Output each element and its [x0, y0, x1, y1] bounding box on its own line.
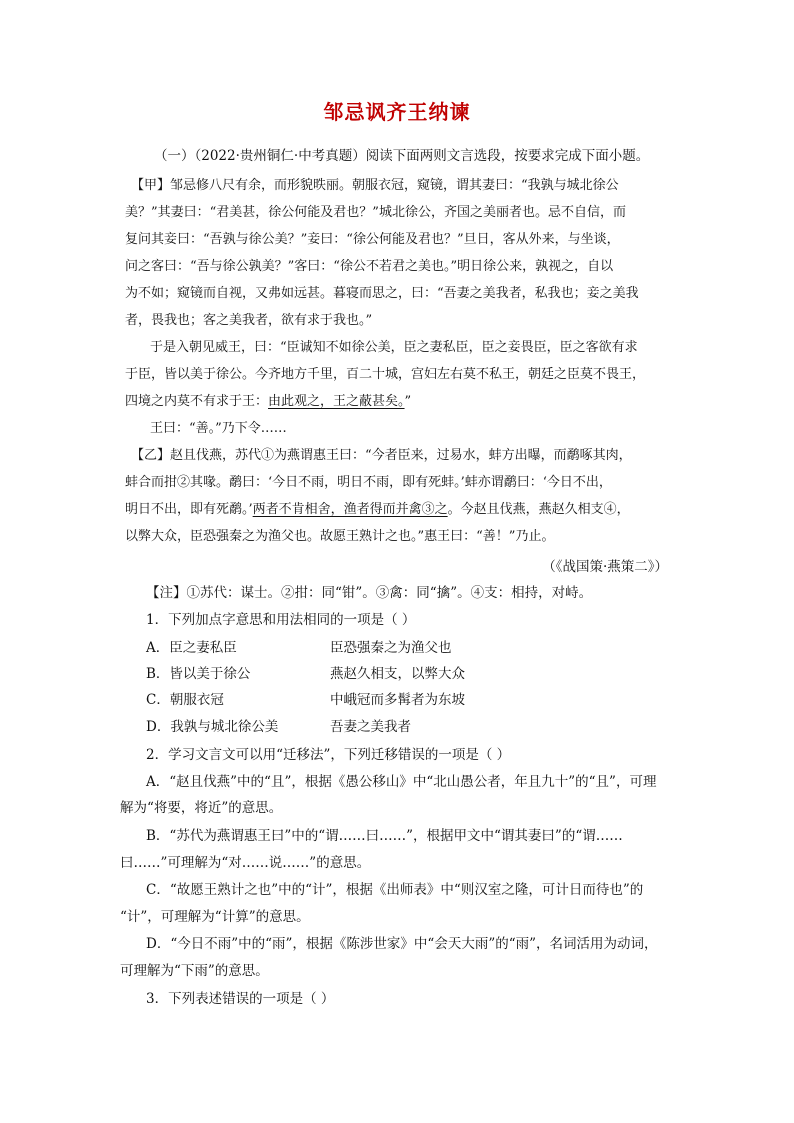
option-pair: 吾妻之美我者	[330, 719, 411, 735]
passage-jia-line: 问之客曰：“吾与徐公孰美？”客曰：“徐公不若君之美也。”明日徐公来，孰视之，自以	[125, 259, 614, 274]
passage-jia-line	[125, 392, 411, 412]
passage-yi-line	[125, 500, 630, 520]
passage-text: 。今赵且伐燕，燕赵久相支④，	[447, 502, 630, 517]
question-1-stem: 1．下列加点字意思和用法相同的一项是（ ）	[146, 612, 416, 628]
question-3-stem: 3．下列表述错误的一项是（ ）	[146, 991, 335, 1007]
underlined-sentence: 由此观之，王之蔽甚矣。	[268, 394, 405, 409]
passage-jia-line: 复问其妾曰：“吾孰与徐公美？”妾曰：“徐公何能及君也？”旦日，客从外来，与坐谈，	[125, 232, 620, 247]
passage-jia-line: 美？”其妻曰：“君美甚，徐公何能及君也？”城北徐公，齐国之美丽者也。忌不自信，而	[125, 205, 626, 220]
option-pair: 臣恐强秦之为渔父也	[330, 640, 452, 656]
question-2-option: A．“赵且伐燕”中的“且”，根据《愚公移山》中“北山愚公者，年且九十”的“且”，可理	[146, 774, 657, 790]
question-2-option: 曰……”可理解为“对……说……”的意思。	[120, 855, 371, 871]
option-label: B．皆以美于徐公	[146, 666, 251, 682]
question-2-option: B．“苏代为燕谓惠王曰”中的“谓……曰……”，根据甲文中“谓其妻曰”的“谓……	[146, 828, 623, 844]
question-2-option: D．“今日不雨”中的“雨”，根据《陈涉世家》中“会天大雨”的“雨”，名词活用为动词，	[146, 936, 658, 952]
passage-text: 明日不出，即有死鹬。’	[125, 502, 253, 517]
passage-text: 四境之内莫不有求于王：	[125, 394, 269, 409]
option-pair: 中峨冠而多髯者为东坡	[330, 692, 465, 708]
annotation-note: 【注】①苏代：谋士。②拑：同“钳”。③禽：同“擒”。④支：相持，对峙。	[146, 585, 593, 601]
passage-yi-line: 【乙】赵且伐燕，苏代①为燕谓惠王曰：“今者臣来，过易水，蚌方出曝，而鹬啄其肉，	[131, 448, 632, 463]
option-label: C．朝服衣冠	[146, 692, 224, 708]
underlined-sentence: 两者不肯相舍，渔者得而并禽③之	[252, 502, 448, 517]
passage-text: ”	[404, 394, 412, 409]
option-label: A．臣之妻私臣	[146, 640, 237, 656]
source-citation: （《战国策·燕策二》）	[542, 559, 668, 575]
passage-yi-line: 蚌合而拑②其喙。鹬曰：‘今日不雨，明日不雨，即有死蚌。’蚌亦谓鹬曰：‘今日不出，	[125, 475, 612, 490]
option-label: D．我孰与城北徐公美	[146, 719, 279, 735]
document-title: 邹忌讽齐王纳谏	[323, 100, 471, 124]
passage-jia-line: 王曰：“善。”乃下令……	[150, 421, 287, 436]
question-2-option: 解为“将要，将近”的意思。	[120, 800, 283, 816]
question-2-option: 可理解为“下雨”的意思。	[120, 963, 269, 979]
passage-jia-line: 于臣，皆以美于徐公。今齐地方千里，百二十城，宫妇左右莫不私王，朝廷之臣莫不畏王，	[125, 367, 646, 382]
question-2-option: C．“故愿王熟计之也”中的“计”，根据《出师表》中“则汉室之隆，可计日而待也”的	[146, 882, 644, 898]
intro-line: （一）（2022·贵州铜仁·中考真题）阅读下面两则文言选段，按要求完成下面小题。	[154, 148, 650, 164]
passage-jia-line: 者，畏我也；客之美我者，欲有求于我也。”	[125, 313, 373, 328]
passage-jia-line: 【甲】邹忌修八尺有余，而形貌昳丽。朝服衣冠，窥镜，谓其妻曰：“我孰与城北徐公	[131, 178, 619, 193]
option-pair: 燕赵久相支，以弊大众	[330, 666, 465, 682]
passage-jia-line: 于是入朝见威王，曰：“臣诚知不如徐公美，臣之妻私臣，臣之妾畏臣，臣之客欲有求	[150, 340, 638, 355]
passage-yi-line: 以弊大众，臣恐强秦之为渔父也。故愿王熟计之也。”惠王曰：“善！”乃止。	[125, 529, 555, 544]
question-2-option: “计”，可理解为“计算”的意思。	[120, 909, 310, 925]
passage-jia-line: 为不如；窥镜而自视，又弗如远甚。暮寝而思之，曰：“吾妻之美我者，私我也；妾之美我	[125, 286, 639, 301]
question-2-stem: 2．学习文言文可以用“迁移法”，下列迁移错误的一项是（ ）	[146, 747, 511, 763]
